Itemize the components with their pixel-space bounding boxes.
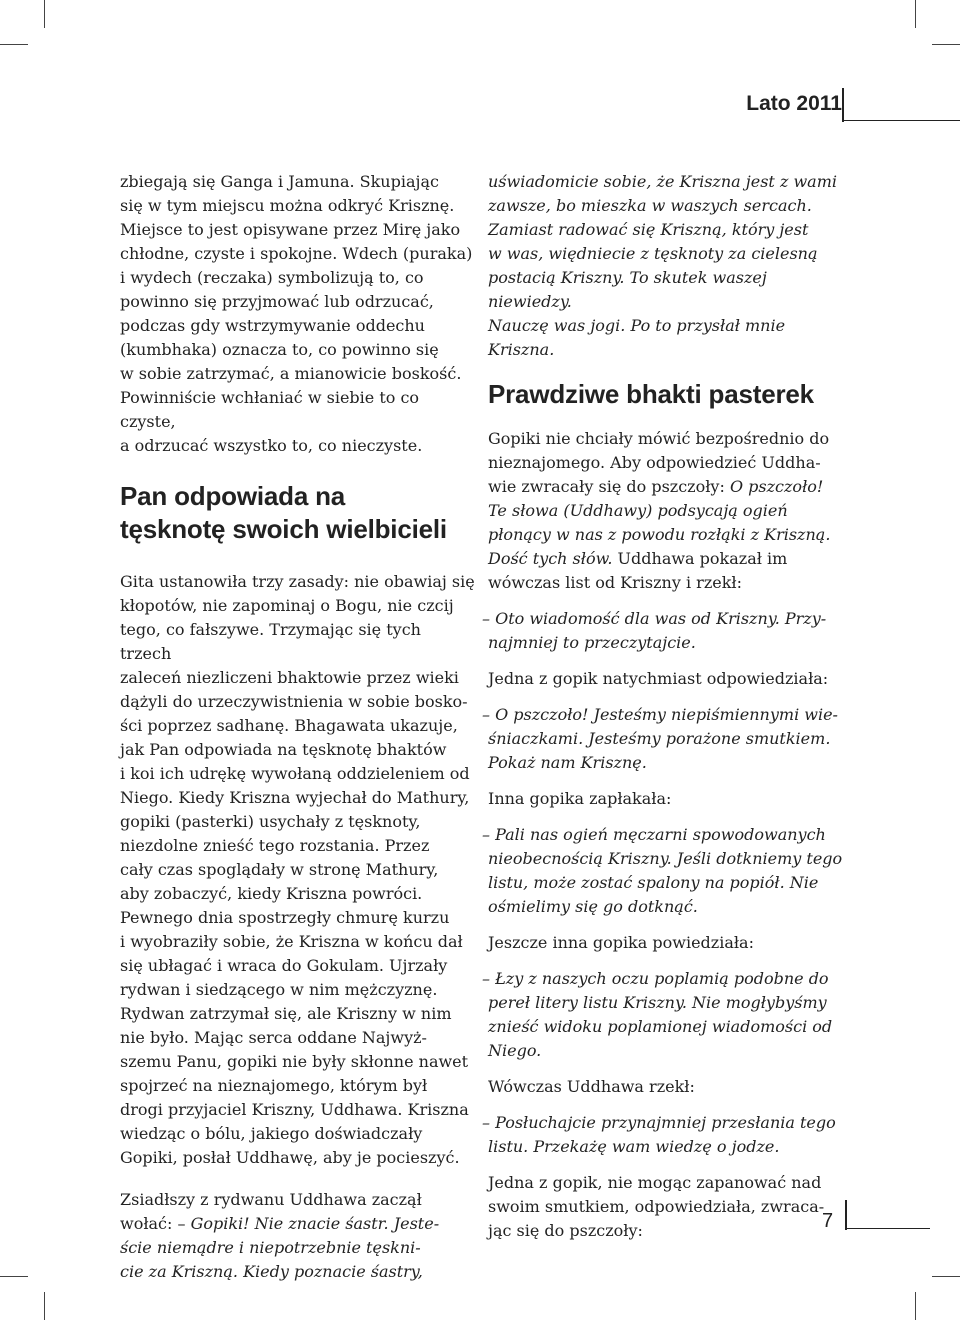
crop-mark bbox=[0, 1276, 28, 1277]
section-heading: Prawdziwe bhakti pasterek bbox=[488, 379, 814, 409]
dialogue-quote: – Pali nas ogień męczarni spowodowanych nieobecnością Kriszny. Jeśli dotkniemy tego listu, może zostać spalony na popiół. Nie ośmielimy się go dotknąć. bbox=[482, 825, 843, 916]
intro-paragraph: zbiegają się Ganga i Jamuna. Skupiając się w tym miejscu można odkryć Krisznę. Miejsce to jest opisywane przez Mirę jako chłodne, czyste i spokojne. Wdech (puraka) i wydech (reczaka) symbolizują to, co powinno się przyjmować lub odrzucać, podczas gdy wstrzymywanie oddechu (kumbhaka) oznacza to, co powinno się w sobie zatrzymać, a mianowicie boskość. Powinniście wchłaniać w siebie to co czyste, a odrzucać wszystko to, co nieczyste. bbox=[120, 172, 473, 455]
closing-paragraph: Jedna z gopik, nie mogąc zapanować nad swoim smutkiem, odpowiedziała, zwraca- jąc się do pszczoły: bbox=[488, 1173, 825, 1240]
crop-mark bbox=[932, 44, 960, 45]
crop-mark bbox=[44, 1292, 45, 1320]
crop-mark bbox=[932, 1276, 960, 1277]
body-paragraph: Gita ustanowiła trzy zasady: nie obawiaj się kłopotów, nie zapominaj o Bogu, nie czcij tego, co fałszywe. Trzymając się tych trzech zaleceń niezliczeni bhaktowie przez wieki dążyli do urzeczywistnienia w sobie bosko- ści poprzez sadhanę. Bhagawata ukazuje, jak Pan odpowiada na tęsknotę bhaktów i koi ich udrękę wywołaną oddzieleniem od Niego. Kiedy Kriszna wyjechał do Mathury, gopiki (pasterki) usychały z tęsknoty, niezdolne znieść tego rozstania. Przez cały czas spoglądały w stronę Mathury, aby zobaczyć, kiedy Kriszna powróci. Pewnego dnia spostrzegły chmurę kurzu i wyobraziły sobie, że Kriszna w końcu dał się ubłagać i wraca do Gokulam. Ujrzały rydwan i siedzącego w nim mężczyznę. Rydwan zatrzymał się, ale Kriszny w nim nie było. Mając serca oddane Najwyż- szemu Panu, gopiki nie były skłonne nawet spojrzeć na nieznajomego, którym był drogi przyjaciel Kriszny, Uddhawa. Kriszna wiedząc o bólu, jakiego doświadczały Gopiki, posłał Uddhawę, aby je pocieszyć. bbox=[120, 572, 475, 1167]
dialogue-quote: – O pszczoło! Jesteśmy niepiśmiennymi wie- śniaczkami. Jesteśmy porażone smutkiem. Pokaż nam Krisznę. bbox=[482, 705, 838, 772]
crop-mark bbox=[915, 0, 916, 28]
dialogue-quote: – Oto wiadomość dla was od Kriszny. Przy- najmniej to przeczytajcie. bbox=[482, 609, 827, 652]
crop-mark bbox=[44, 0, 45, 28]
issue-header: Lato 2011 bbox=[746, 92, 842, 115]
crop-mark bbox=[915, 1292, 916, 1320]
footer-rule-vertical bbox=[845, 1200, 847, 1230]
intro-quote: uświadomicie sobie, że Kriszna jest z wami zawsze, bo mieszka w waszych sercach. Zamiast radować się Kriszną, który jest w was, więdniecie z tęsknoty za cielesną postacią Kriszny. To skutek waszej niewiedzy. Nauczę was jogi. Po to przysłał mnie Kriszna. bbox=[488, 172, 837, 359]
header-rule-horizontal bbox=[842, 120, 960, 121]
left-column bbox=[120, 170, 475, 1296]
header-rule-vertical bbox=[842, 88, 844, 122]
page-number: 7 bbox=[822, 1210, 834, 1232]
dialogue-intro: Inna gopika zapłakała: bbox=[488, 789, 672, 808]
section-heading: Pan odpowiada na tęsknotę swoich wielbicieli bbox=[120, 481, 447, 544]
footer-rule-horizontal bbox=[845, 1228, 930, 1229]
dialogue-quote: – Łzy z naszych oczu poplamią podobne do pereł litery listu Kriszny. Nie mogłybyśmy znieść widoku poplamionej wiadomości od Niego. bbox=[482, 969, 833, 1060]
dialogue-quote: – Posłuchajcie przynajmniej przesłania tego listu. Przekażę wam wiedzę o jodze. bbox=[482, 1113, 836, 1156]
right-column bbox=[482, 170, 843, 1243]
closing-paragraph: Zsiadłszy z rydwanu Uddhawa zaczął wołać: – Gopiki! Nie znacie śastr. Jeste- ście niemądre i niepotrzebnie tęskni- cie za Kriszną. Kiedy poznacie śastry, bbox=[120, 1190, 440, 1281]
crop-mark bbox=[0, 44, 28, 45]
dialogue-intro: Jeszcze inna gopika powiedziała: bbox=[488, 933, 754, 952]
dialogue-intro: Wówczas Uddhawa rzekł: bbox=[488, 1077, 695, 1096]
body-paragraph: Gopiki nie chciały mówić bezpośrednio do nieznajomego. Aby odpowiedzieć Uddha- wie zwracały się do pszczoły: O pszczoło! Te słowa (Uddhawy) podsycają ogień płonący w nas z powodu rozłąki z Kriszną. Dość tych słów. Uddhawa pokazał im wówczas list od Kriszny i rzekł: bbox=[488, 429, 831, 592]
dialogue-intro: Jedna z gopik natychmiast odpowiedziała: bbox=[488, 669, 829, 688]
